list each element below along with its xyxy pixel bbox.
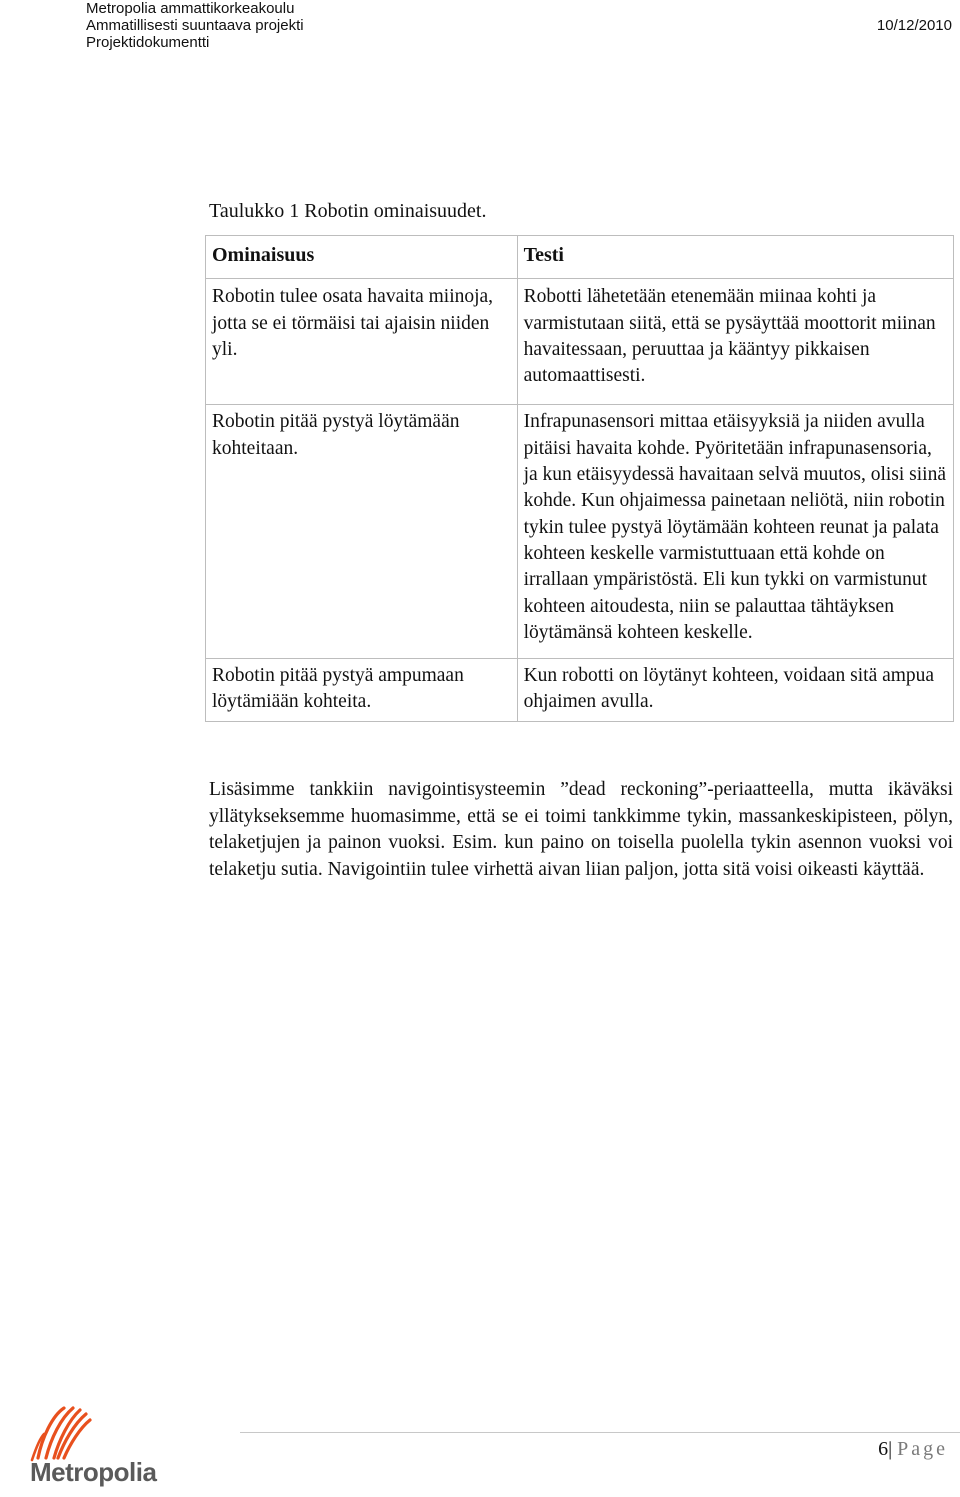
header-course: Ammatillisesti suuntaava projekti [86,17,304,34]
table-row [206,279,954,405]
body-paragraph: Lisäsimme tankkiin navigointisysteemin ”dead reckoning”-periaatteella, mutta ikäväksi yllätykseksemme huomasimme, että se ei toimi tankkimme tykin, massankeskipisteen, pölyn, telaketjujen ja painon vuoksi. Esim. kun paino on toisella puolella tykin asennon vuoksi voi telaketju sutia. Navigointiin tulee virhettä aivan liian paljon, jotta sitä voisi oikeasti käyttää. [209,779,953,880]
table-caption: Taulukko 1 Robotin ominaisuudet. [209,200,487,222]
test-cell: Infrapunasensori mittaa etäisyyksiä ja niiden avulla pitäisi havaita kohde. Pyöritetään infrapunasensoria, ja kun etäisyydessä havaitaan selvä muutos, olisi siinä kohde. Kun ohjaimessa painetaan neliötä, niin robotin tykin tulee pystyä löytämään kohteen reunat ja palata kohteen keskelle varmistuttuaan että kohde on irrallaan ympäristöstä. Eli kun tykki on varmistunut kohteen aitoudesta, niin se palauttaa tähtäyksen löytämänsä kohteen keskelle. [517,405,953,659]
page-label: Page [897,1438,948,1460]
header-institution: Metropolia ammattikorkeakoulu [86,0,295,17]
table-row [206,405,954,659]
logo-wordmark: Metropolia [30,1457,157,1487]
table-row [206,659,954,722]
properties-table [205,235,954,722]
page-separator: | [888,1438,893,1460]
header-document-type: Projektidokumentti [86,34,210,51]
feature-cell: Robotin pitää pystyä löytämään kohteitaan. [206,405,518,659]
header-date: 10/12/2010 [876,17,952,34]
feature-cell: Robotin pitää pystyä ampumaan löytämiään kohteita. [206,659,518,722]
page-number-value: 6 [878,1438,889,1460]
test-cell: Robotti lähetetään etenemään miinaa kohti ja varmistutaan siitä, että se pysäyttää moottorit miinan havaitessaan, peruuttaa ja kääntyy pikkaisen automaattisesti. [517,279,953,405]
column-header-feature: Ominaisuus [206,236,518,279]
table-header-row [206,236,954,279]
footer-divider [240,1432,960,1433]
column-header-test: Testi [517,236,953,279]
test-cell: Kun robotti on löytänyt kohteen, voidaan sitä ampua ohjaimen avulla. [517,659,953,722]
page-number [878,1437,948,1461]
feature-cell: Robotin tulee osata havaita miinoja, jotta se ei törmäisi tai ajaisin niiden yli. [206,279,518,405]
